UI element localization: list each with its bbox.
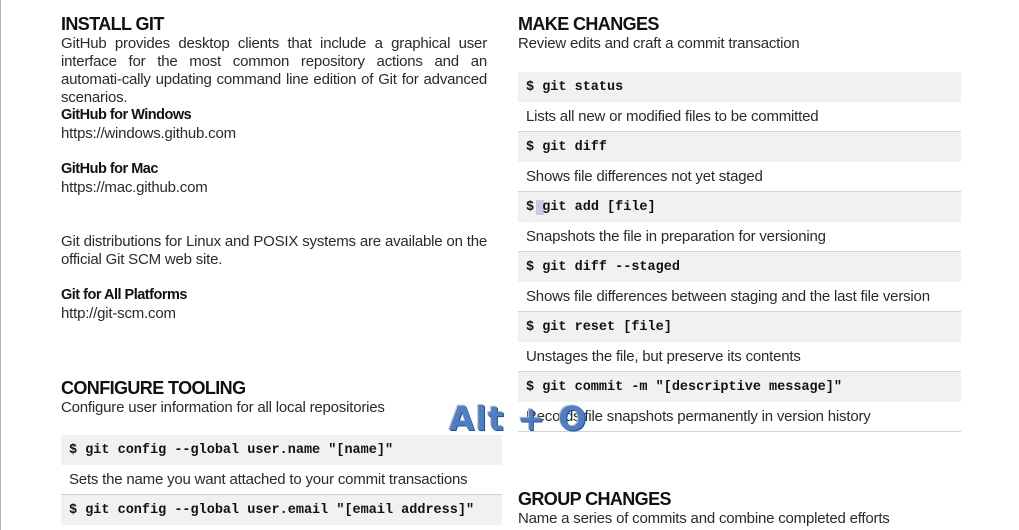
- configure-subtitle: Configure user information for all local repositories: [61, 399, 385, 416]
- make-changes-command-table: [518, 72, 961, 432]
- make-changes-subtitle: Review edits and craft a commit transaction: [518, 35, 800, 52]
- description-row: Shows file differences between staging and the last file version: [518, 282, 961, 312]
- command-row: [518, 192, 961, 222]
- distributions-text: Git distributions for Linux and POSIX systems are available on the official Git SCM web site.: [61, 233, 487, 268]
- command-row: $ git diff: [518, 132, 961, 162]
- command-row: $ git diff --staged: [518, 252, 961, 282]
- github-windows-label: GitHub for Windows: [61, 107, 192, 123]
- github-windows-link[interactable]: https://windows.github.com: [61, 125, 236, 142]
- description-row: Records file snapshots permanently in version history: [518, 402, 961, 432]
- description-row: Shows file differences not yet staged: [518, 162, 961, 192]
- group-changes-subtitle: Name a series of commits and combine completed efforts: [518, 510, 890, 527]
- keyboard-shortcut-overlay: Alt + O: [449, 399, 588, 438]
- command-prompt: $: [526, 199, 535, 215]
- page-edge: [0, 0, 1, 530]
- git-scm-link[interactable]: http://git-scm.com: [61, 305, 176, 322]
- command-row: $ git commit -m "[descriptive message]": [518, 372, 961, 402]
- description-row: Snapshots the file in preparation for versioning: [518, 222, 961, 252]
- install-git-heading: INSTALL GIT: [61, 14, 164, 34]
- configure-command-table: [61, 435, 502, 525]
- command-row: $ git config --global user.email "[email address]": [61, 495, 502, 525]
- command-text: git add [file]: [542, 199, 656, 215]
- command-row: $ git status: [518, 72, 961, 102]
- description-row: Lists all new or modified files to be committed: [518, 102, 961, 132]
- git-all-platforms-label: Git for All Platforms: [61, 287, 187, 303]
- make-changes-heading: MAKE CHANGES: [518, 14, 659, 34]
- command-row: $ git config --global user.name "[name]": [61, 435, 502, 465]
- github-mac-link[interactable]: https://mac.github.com: [61, 179, 208, 196]
- description-row: Sets the name you want attached to your commit transactions: [61, 465, 502, 495]
- group-changes-heading: GROUP CHANGES: [518, 489, 671, 509]
- github-mac-label: GitHub for Mac: [61, 161, 158, 177]
- configure-tooling-heading: CONFIGURE TOOLING: [61, 378, 246, 398]
- description-row: Unstages the file, but preserve its contents: [518, 342, 961, 372]
- command-row: $ git reset [file]: [518, 312, 961, 342]
- install-description: GitHub provides desktop clients that include a graphical user interface for the most common repository actions and an automati-cally updating command line edition of Git for advanced scenarios.: [61, 35, 487, 106]
